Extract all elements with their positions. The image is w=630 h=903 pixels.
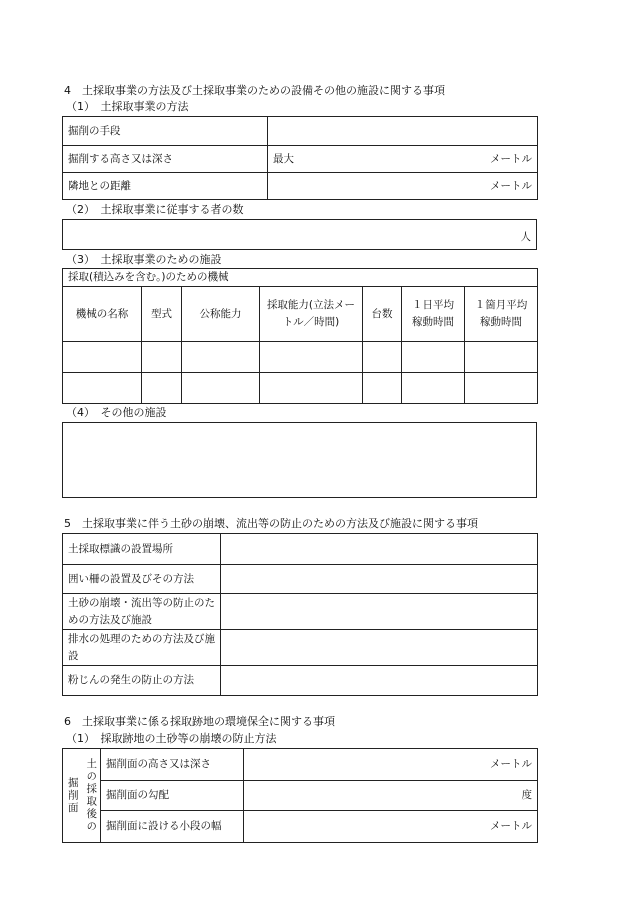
slope-group-outer-label: 掘削面 [63,749,82,843]
method-label-distance: 隣地との距離 [63,173,268,200]
machine-caption: 採取(積込みを含む。)のための機械 [63,269,538,287]
section4-sub4: （4） その他の施設 [66,406,167,419]
prevention-label-sign: 土採取標識の設置場所 [63,534,221,565]
machine-cell[interactable] [465,342,538,373]
prevention-value-collapse[interactable] [221,594,538,630]
method-value-distance[interactable] [268,173,538,200]
slope-group-inner-label: 土の採取後の [82,749,101,843]
machine-table [62,268,538,404]
machine-header-capacity: 公称能力 [182,287,260,342]
prevention-label-dust: 粉じんの発生の防止の方法 [63,666,221,696]
machine-cell[interactable] [63,373,142,404]
workers-table [62,219,537,250]
section4-heading: 4 土採取事業の方法及び土採取事業のための設備その他の施設に関する事項 [64,84,445,97]
machine-cell[interactable] [260,373,363,404]
machine-header-daily-hours: １日平均稼動時間 [402,287,465,342]
machine-cell[interactable] [182,373,260,404]
prevention-label-collapse: 土砂の崩壊・流出等の防止のための方法及び施設 [63,594,221,630]
machine-cell[interactable] [142,373,182,404]
machine-header-monthly-hours: １箇月平均稼動時間 [465,287,538,342]
distance-unit: メートル [490,179,532,192]
slope-value-gradient[interactable] [244,781,538,811]
machine-cell[interactable] [363,373,402,404]
slope-table [62,748,538,843]
machine-cell[interactable] [465,373,538,404]
other-facilities-table [62,422,537,498]
machine-cell[interactable] [260,342,363,373]
machine-header-type: 型式 [142,287,182,342]
method-value-height[interactable] [268,146,538,173]
machine-cell[interactable] [402,373,465,404]
machine-header-name: 機械の名称 [63,287,142,342]
slope-height-unit: メートル [490,758,532,770]
machine-cell[interactable] [182,342,260,373]
prevention-value-sign[interactable] [221,534,538,565]
prevention-value-drainage[interactable] [221,630,538,666]
method-label-means: 掘削の手段 [63,117,268,146]
other-facilities-field[interactable] [63,423,537,498]
section6-sub1: （1） 採取跡地の土砂等の崩壊の防止方法 [66,732,277,745]
machine-cell[interactable] [142,342,182,373]
prevention-value-dust[interactable] [221,666,538,696]
slope-label-step-width: 掘削面に設ける小段の幅 [101,811,244,843]
machine-cell[interactable] [402,342,465,373]
machine-header-units: 台数 [363,287,402,342]
section5-heading: 5 土採取事業に伴う土砂の崩壊、流出等の防止のための方法及び施設に関する事項 [64,517,478,530]
prevention-value-fence[interactable] [221,565,538,594]
section4-sub2: （2） 土採取事業に従事する者の数 [66,203,244,216]
method-value-means[interactable] [268,117,538,146]
section6-heading: 6 土採取事業に係る採取跡地の環境保全に関する事項 [64,715,335,728]
slope-step-unit: メートル [490,820,532,832]
machine-cell[interactable] [63,342,142,373]
workers-unit: 人 [520,231,531,243]
method-table [62,116,538,200]
method-label-height: 掘削する高さ又は深さ [63,146,268,173]
height-unit: メートル [490,152,532,165]
machine-header-collection-capacity: 採取能力(立法メートル／時間) [260,287,363,342]
max-prefix: 最大 [273,152,294,165]
workers-count-field[interactable] [63,220,537,250]
slope-value-height[interactable] [244,749,538,781]
slope-gradient-unit: 度 [521,789,532,801]
section4-sub3: （3） 土採取事業のための施設 [66,253,222,266]
prevention-label-fence: 囲い柵の設置及びその方法 [63,565,221,594]
section4-sub1: （1） 土採取事業の方法 [66,100,189,113]
slope-value-step-width[interactable] [244,811,538,843]
machine-cell[interactable] [363,342,402,373]
prevention-table [62,533,538,696]
slope-label-gradient: 掘削面の勾配 [101,781,244,811]
prevention-label-drainage: 排水の処理のための方法及び施設 [63,630,221,666]
slope-label-height: 掘削面の高さ又は深さ [101,749,244,781]
